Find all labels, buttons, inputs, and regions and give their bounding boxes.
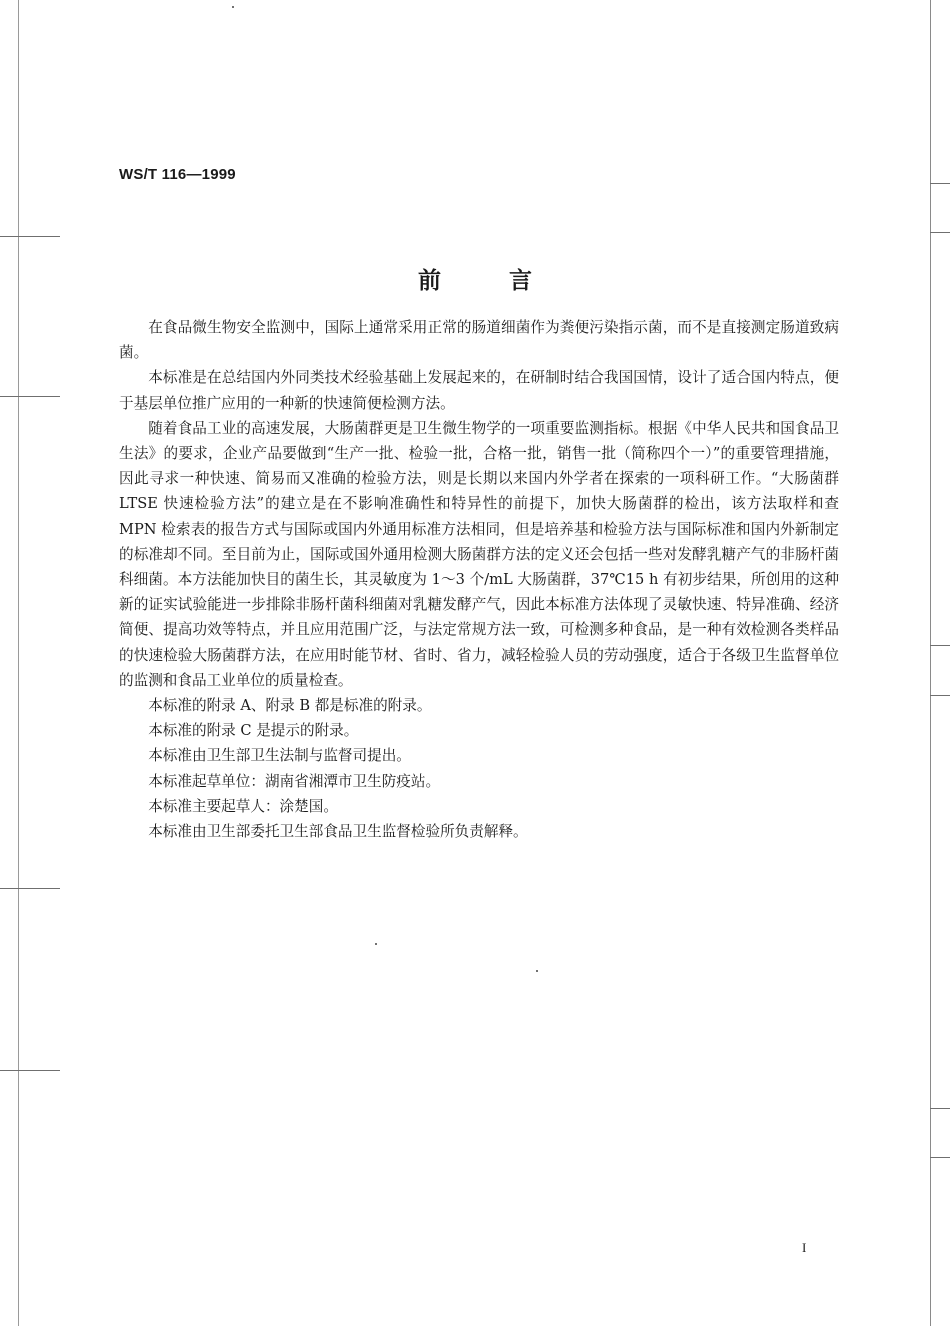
scan-tick-mark — [930, 1108, 950, 1109]
scan-speck — [536, 970, 538, 972]
scan-tick-mark — [930, 645, 950, 646]
paragraph-drafting-unit: 本标准起草单位：湖南省湘潭市卫生防疫站。 — [148, 772, 441, 790]
page-title: 前言 — [418, 268, 600, 294]
paragraph-interpretation: 本标准由卫生部委托卫生部食品卫生监督检验所负责解释。 — [148, 823, 528, 841]
scan-tick-mark — [930, 1157, 950, 1158]
paragraph-main-drafter: 本标准主要起草人：涂楚国。 — [148, 797, 338, 815]
scan-tick-mark — [930, 695, 950, 696]
scan-tick-mark — [0, 236, 60, 237]
paragraph-intro: 在食品微生物安全监测中，国际上通常采用正常的肠道细菌作为粪便污染指示菌，而不是直接测定肠道致病菌。 — [119, 319, 839, 362]
paragraph-method-description: 随着食品工业的高速发展，大肠菌群更是卫生微生物学的一项重要监测指标。根据《中华人民共和国食品卫生法》的要求，企业产品要做到“生产一批、检验一批，合格一批，销售一批（简称四个一）”的重要管理措施，因此寻求一种快速、简易而又准确的检验方法，则是长期以来国内外学者在探索的一项科研工作。“大肠菌群 LTSE 快速检验方法”的建立是在不影响准确性和特异性的前提下，加快大肠菌群的检出，该方法取样和查 MPN 检索表的报告方式与国际或国内外通用标准方法相同，但是培养基和检验方法与国际标准和国内外新制定的标准却不同。至目前为止，国际或国外通用检测大肠菌群方法的定义还会包括一些对发酵乳糖产气的非肠杆菌科细菌。本方法能加快目的菌生长，其灵敏度为 1～3 个/mL 大肠菌群，37℃15 h 有初步结果，所创用的这种新的证实试验能进一步排除非肠杆菌科细菌对乳糖发酵产气，因此本标准方法体现了灵敏快速、特异准确、经济简便、提高功效等特点，并且应用范围广泛，与法定常规方法一致，可检测多种食品，是一种有效检测各类样品的快速检验大肠菌群方法，在应用时能节材、省时、省力，减轻检验人员的劳动强度，适合于各级卫生监督单位的监测和食品工业单位的质量检查。 — [119, 419, 839, 689]
page-number: I — [802, 1240, 807, 1255]
scan-tick-mark — [0, 1070, 60, 1071]
scan-speck — [375, 943, 377, 945]
foreword-body — [119, 315, 839, 844]
scan-tick-mark — [930, 232, 950, 233]
paragraph-appendix-c: 本标准的附录 C 是提示的附录。 — [148, 722, 359, 740]
paragraph-appendix-ab: 本标准的附录 A、附录 B 都是标准的附录。 — [148, 697, 432, 715]
scan-tick-mark — [0, 888, 60, 889]
scan-tick-mark — [0, 396, 60, 397]
scan-edge-right — [930, 0, 931, 1326]
paragraph-proposer: 本标准由卫生部卫生法制与监督司提出。 — [148, 747, 411, 765]
scan-speck — [232, 6, 234, 8]
scan-edge-left — [18, 0, 19, 1326]
paragraph-background: 本标准是在总结国内外同类技术经验基础上发展起来的，在研制时结合我国国情，设计了适合国内特点，便于基层单位推广应用的一种新的快速简便检测方法。 — [119, 369, 839, 412]
document-code: WS/T 116—1999 — [119, 166, 236, 183]
scan-tick-mark — [930, 183, 950, 184]
